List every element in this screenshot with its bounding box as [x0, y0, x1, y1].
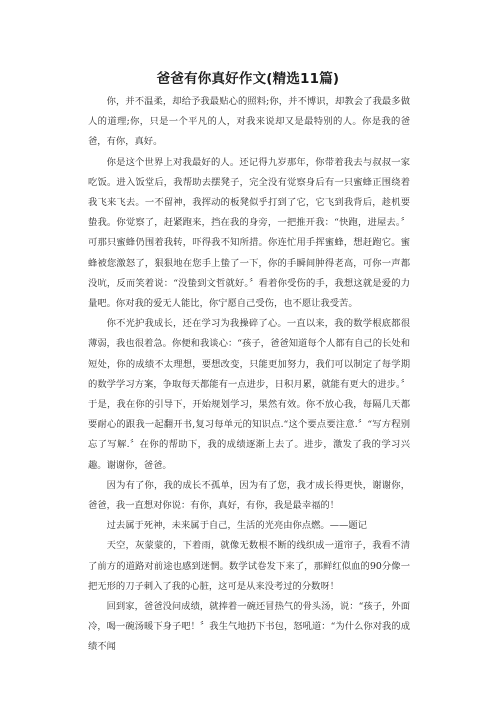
paragraph: 过去属于死神，未来属于自己，生活的光亮由你点燃。——题记	[106, 520, 367, 532]
document-title: 爸爸有你真好作文(精选11篇)	[156, 71, 340, 87]
paragraph: 你，并不温柔，却给予我最贴心的照料;你，并不博识，却教会了我最多做人的道理;你，只是一个平凡的人，对我来说却又是最特别的人。你是我的爸爸，有你，真好。	[88, 96, 410, 148]
paragraph: 你不光护我成长，还在学习为我操碎了心。一直以来，我的数学根底都很薄弱，我也很着急。你便和我谈心：“孩子，爸爸知道每个人都有自己的长处和短处，你的成绩不太理想，要想改变，只能更加努力，我们可以制定了每学期的数学学习方案，争取每天都能有一点进步，日积月累，就能有更大的进步。〞于是，我在你的引导下，开始规划学习，果然有效。你不放心我，每隔几天都要耐心的跟我一起翻开书,复习每单元的知识点.“这个要点要注意.〞“写方程别忘了写解.〞在你的帮助下，我的成绩逐渐上去了。进步，激发了我的学习兴趣。谢谢你，爸爸。	[88, 318, 410, 471]
paragraph: 天空，灰蒙蒙的，下着雨，就像无数根不断的线织成一道帘子，我看不清了前方的道路对前途也感到迷惘。数学试卷发下来了，那鲜红似血的90分像一把无形的刀子刺入了我的心脏，这可是从来没考过的分数呀！	[88, 540, 410, 592]
document-body	[88, 92, 410, 658]
paragraph: 回到家，爸爸没问成绩，就捧着一碗还冒热气的骨头汤，说：“孩子，外面冷，喝一碗汤暖下身子吧！〞我生气地扔下书包，怒吼道：“为什么你对我的成绩不闻	[88, 601, 410, 653]
paragraph: 你是这个世界上对我最好的人。还记得九岁那年，你带着我去与叔叔一家吃饭。进入饭堂后，我帮助去摆凳子，完全没有觉察身后有一只蜜蜂正围绕着我飞来飞去。一不留神，我挥动的板凳似乎打到了它，它飞到我背后，趁机要蛰我。你觉察了，赶紧跑来，挡在我的身旁，一把推开我：“快跑，进屋去。〞可那只蜜蜂仍围着我转，吓得我不知所措。你连忙用手挥蜜蜂，想赶跑它。蜜蜂被您激怒了，狠狠地在您手上蛰了一下，你的手瞬间肿得老高，可你一声都没吭，反而笑着说：“没蛰到文哲就好。〞看着你受伤的手，我想这就是爱的力量吧。你对我的爱无人能比，你宁愿自己受伤，也不愿让我受苦。	[88, 156, 410, 310]
paragraph: 因为有了你，我的成长不孤单，因为有了您，我才成长得更快，谢谢你，爸爸，我一直想对你说：有你，真好，有你，我是最幸福的！	[88, 479, 410, 512]
